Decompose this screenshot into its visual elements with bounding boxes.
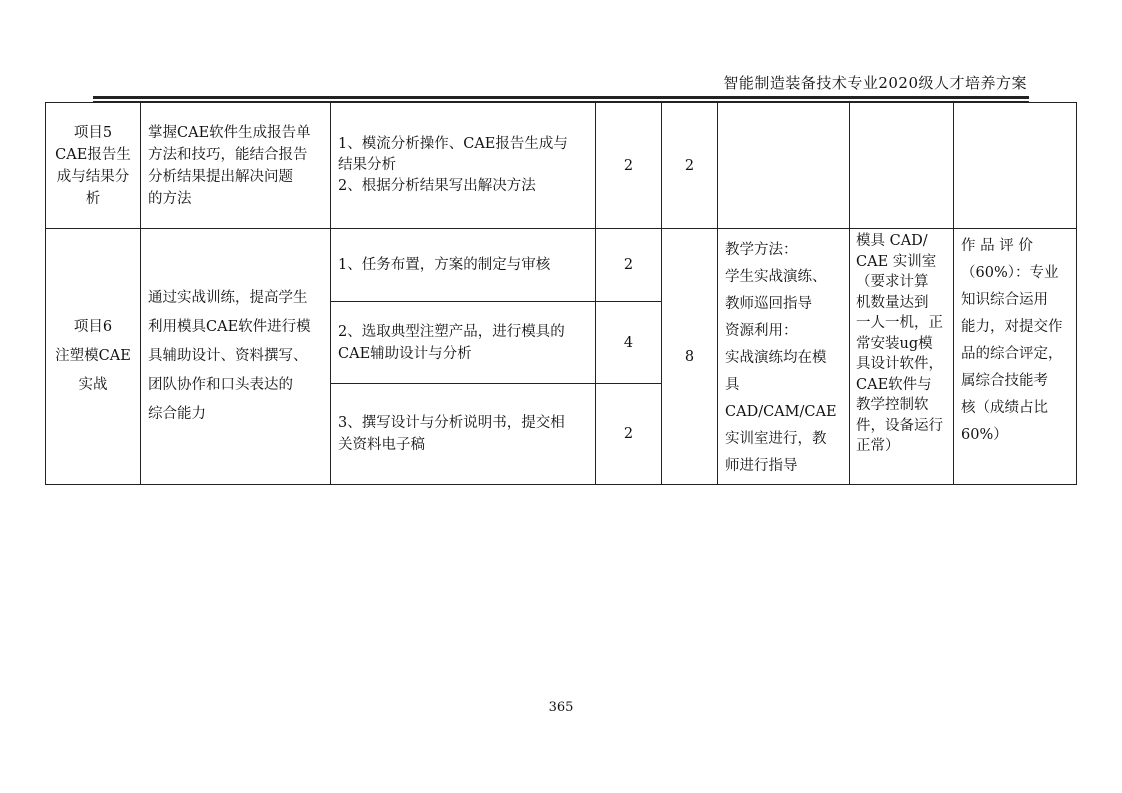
curriculum-table	[45, 102, 1077, 485]
project-name-cell	[46, 229, 141, 485]
goal-cell	[141, 229, 331, 485]
assessment-cell	[954, 229, 1077, 485]
goal-text: 通过实战训练，提高学生 利用模具CAE软件进行模 具辅助设计、资料撰写、 团队协作和口头表达的 综合能力	[148, 290, 311, 422]
document-header-title: 智能制造装备技术专业2020级人才培养方案	[723, 74, 1027, 92]
goal-cell	[141, 103, 331, 229]
conditions-text: 模具 CAD/ CAE 实训室 （要求计算 机数量达到 一人一机，正 常安装ug模 具设计软件， CAE软件与 教学控制软 件，设备运行 正常）	[856, 233, 943, 454]
task-content-cell	[331, 301, 596, 384]
task-hours: 4	[623, 334, 634, 351]
task-content: 1、模流分析操作、CAE报告生成与 结果分析 2、根据分析结果写出解决方法	[338, 136, 568, 194]
task-hours: 2	[623, 426, 634, 443]
conditions-cell	[850, 103, 954, 229]
header-rule-thick	[93, 96, 1029, 99]
task-content-cell	[331, 384, 596, 485]
method-cell	[718, 103, 850, 229]
method-text: 教学方法： 学生实战演练、 教师巡回指导 资源利用： 实战演练均在模 具 CAD/CAM/CAE 实训室进行，教 师进行指导	[725, 242, 837, 474]
task-content-cell	[331, 229, 596, 302]
task-hours-cell	[596, 103, 662, 229]
task-content: 3、撰写设计与分析说明书，提交相 关资料电子稿	[338, 415, 565, 454]
task-hours: 2	[623, 157, 634, 174]
project-name-cell	[46, 103, 141, 229]
method-cell	[718, 229, 850, 485]
table-row	[46, 229, 1077, 302]
total-hours: 8	[684, 348, 695, 365]
task-content: 1、任务布置，方案的制定与审核	[338, 256, 551, 273]
task-hours-cell	[596, 384, 662, 485]
total-hours-cell	[662, 103, 718, 229]
assessment-cell	[954, 103, 1077, 229]
page-number: 365	[548, 700, 574, 715]
conditions-cell	[850, 229, 954, 485]
task-content: 2、选取典型注塑产品，进行模具的 CAE辅助设计与分析	[338, 323, 565, 362]
task-hours-cell	[596, 229, 662, 302]
table-row	[46, 103, 1077, 229]
project-name: 项目5 CAE报告生 成与结果分 析	[55, 124, 131, 207]
total-hours: 2	[684, 157, 695, 174]
task-hours: 2	[623, 256, 634, 273]
goal-text: 掌握CAE软件生成报告单 方法和技巧，能结合报告 分析结果提出解决问题 的方法	[148, 124, 311, 207]
total-hours-cell	[662, 229, 718, 485]
task-content-cell	[331, 103, 596, 229]
project-name: 项目6 注塑模CAE 实战	[55, 319, 131, 393]
task-hours-cell	[596, 301, 662, 384]
assessment-text: 作 品 评 价 （60%）：专业 知识综合运用 能力，对提交作 品的综合评定， 属综合技能考 核（成绩占比 60%）	[961, 238, 1063, 443]
